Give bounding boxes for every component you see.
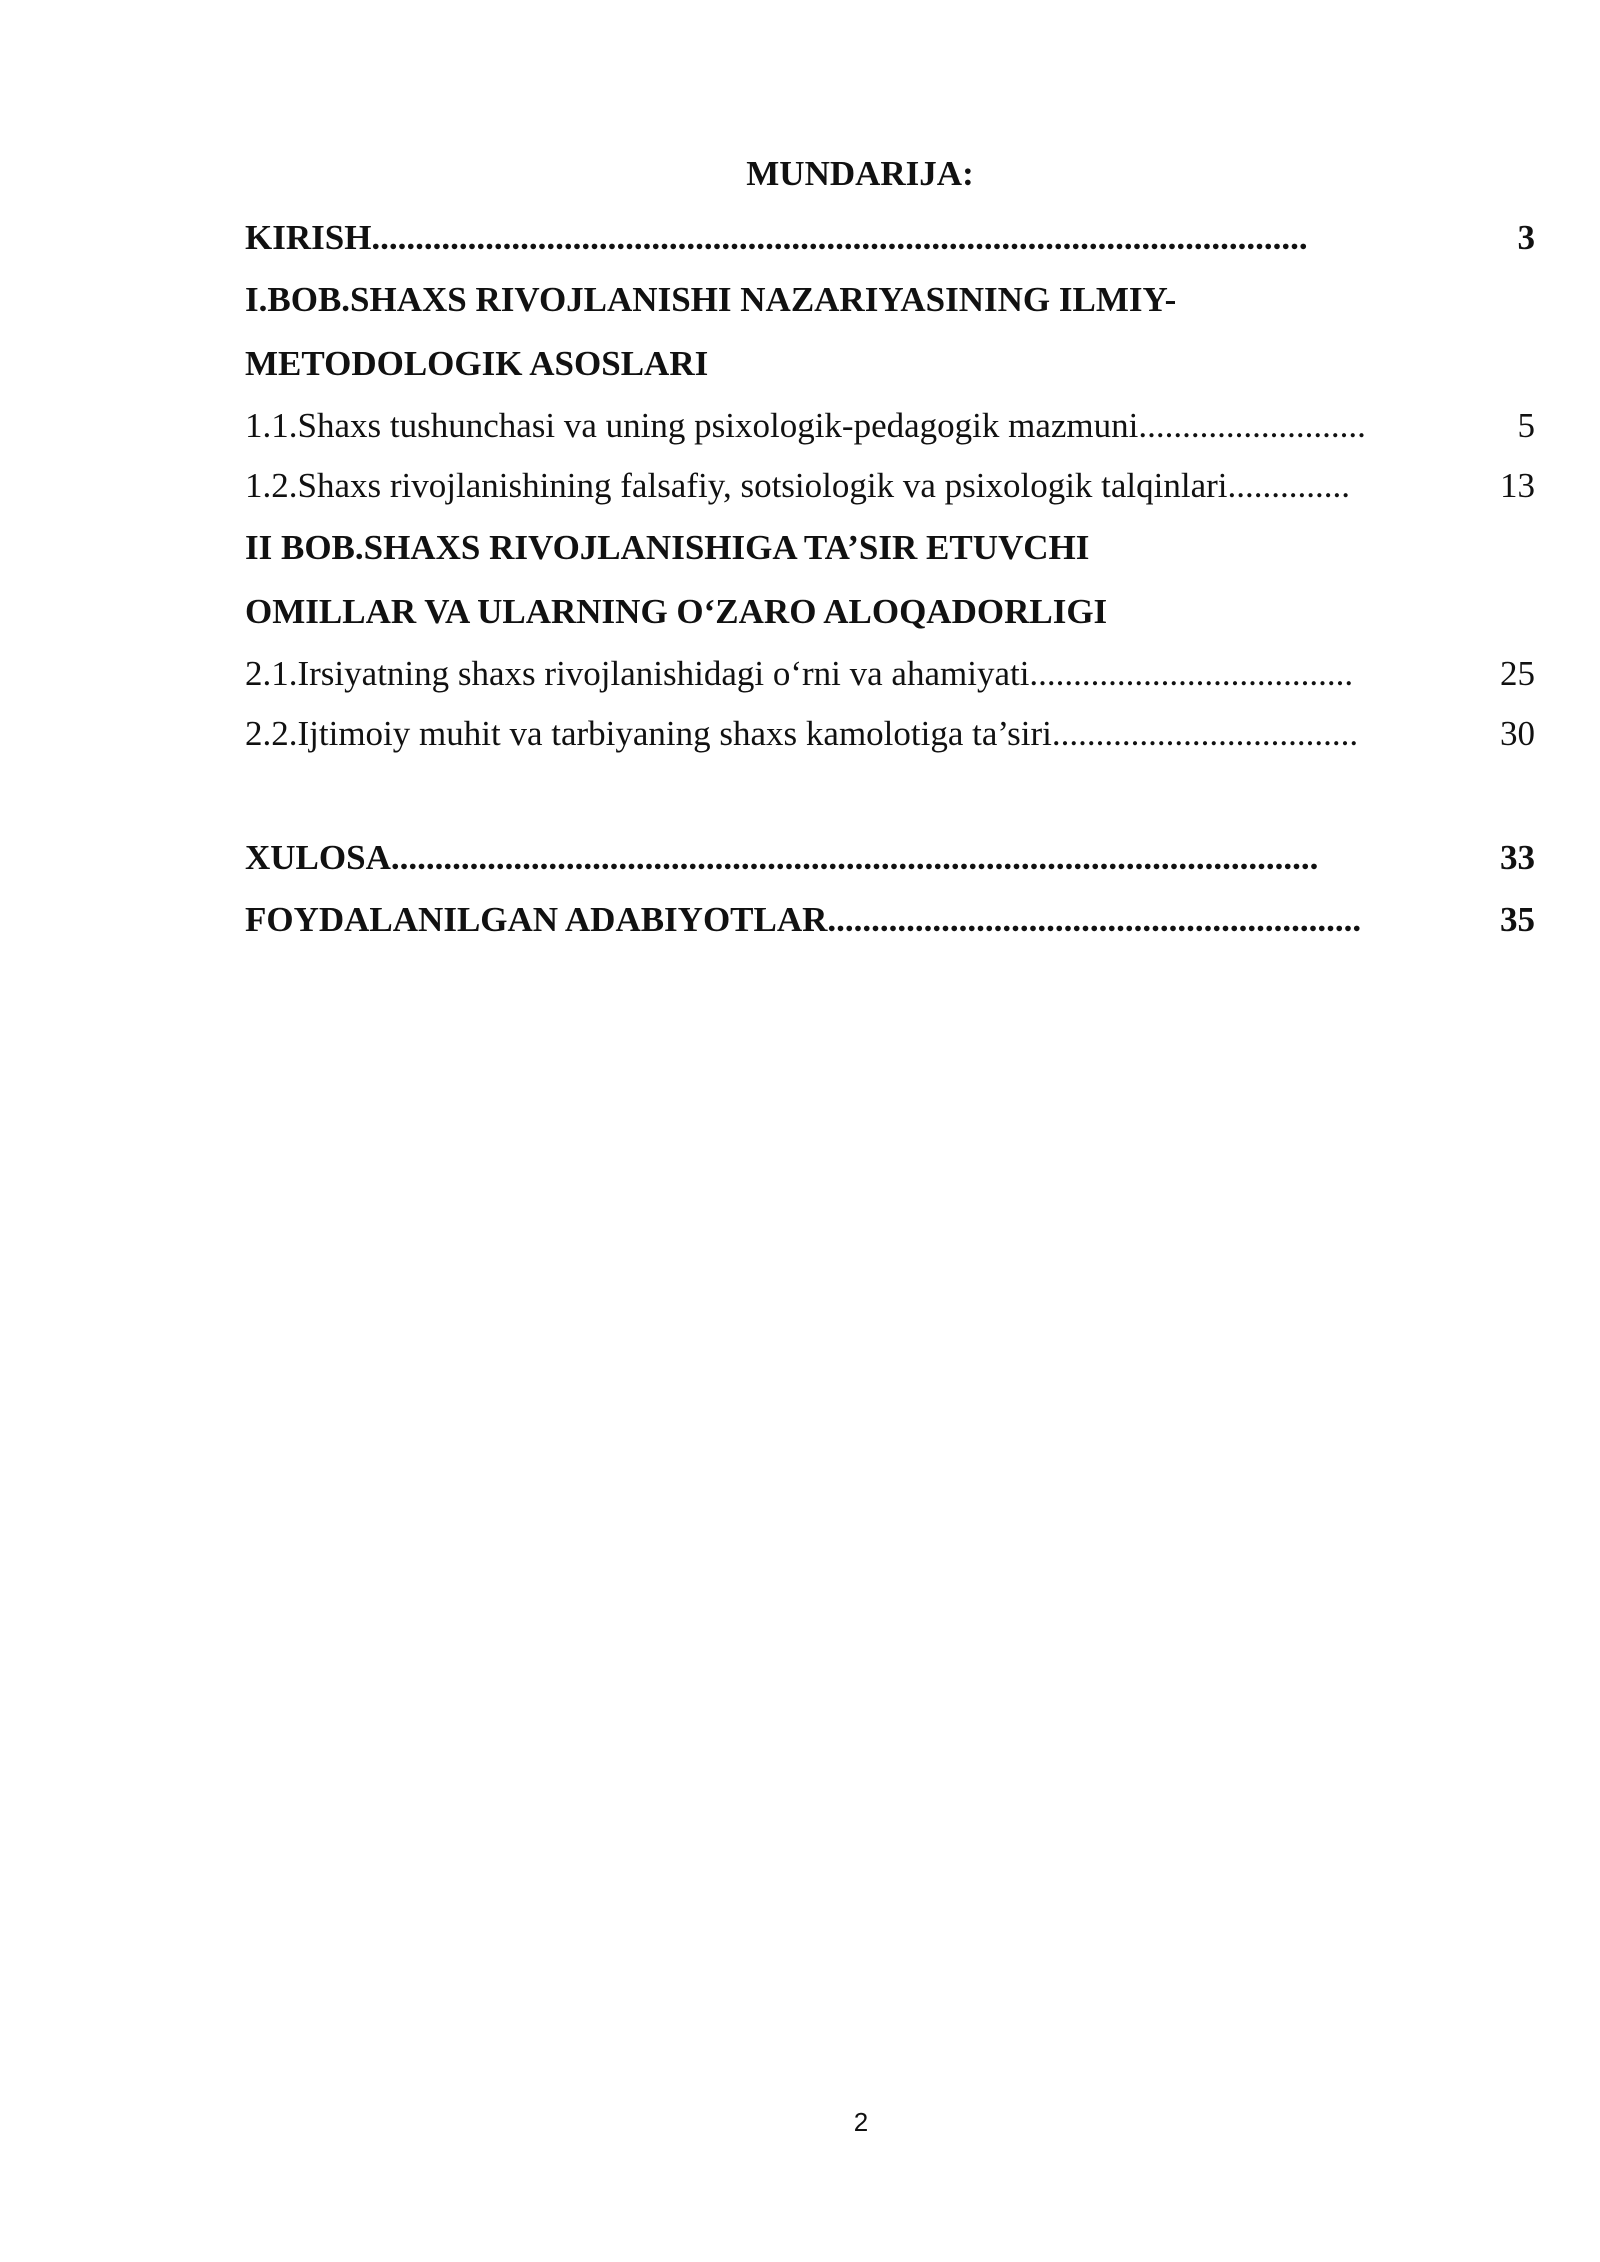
toc-entry-text: OMILLAR VA ULARNING O‘ZARO ALOQADORLIGI (245, 592, 1108, 631)
toc-entry-page: 3 (1517, 218, 1535, 257)
toc-entry-text: 1.2.Shaxs rivojlanishining falsafiy, sotsiologik va psixologik talqinlari.............. (245, 466, 1351, 505)
toc-entry-text: 2.2.Ijtimoiy muhit va tarbiyaning shaxs kamolotiga ta’siri................................... (245, 714, 1359, 753)
toc-chapter-2-heading-cont (245, 588, 1535, 636)
toc-entry-page: 33 (1500, 838, 1535, 877)
toc-section-1-2 (245, 462, 1535, 510)
toc-chapter-1-heading-cont (245, 340, 1535, 388)
toc-entry-page: 30 (1500, 714, 1535, 753)
toc-entry-page: 35 (1500, 900, 1535, 939)
toc-section-1-1 (245, 402, 1535, 450)
toc-references (245, 896, 1535, 944)
toc-entry-text: II BOB.SHAXS RIVOJLANISHIGA TA’SIR ETUVCHI (245, 528, 1090, 567)
page-number: 2 (853, 2107, 869, 2137)
toc-entry-text: KIRISH........................................................................................................... (245, 218, 1308, 257)
toc-entry-introduction (245, 214, 1535, 262)
toc-title: MUNDARIJA: (746, 154, 974, 193)
toc-entry-text: METODOLOGIK ASOSLARI (245, 344, 709, 383)
toc-chapter-1-heading (245, 276, 1535, 324)
toc-section-2-1 (245, 650, 1535, 698)
toc-conclusion (245, 834, 1535, 882)
toc-entry-page: 25 (1500, 654, 1535, 693)
toc-entry-text: FOYDALANILGAN ADABIYOTLAR............................................................. (245, 900, 1362, 939)
toc-entry-page: 5 (1517, 406, 1535, 445)
toc-entry-text: XULOSA.......................................................................................................... (245, 838, 1319, 877)
toc-entry-text: 1.1.Shaxs tushunchasi va uning psixologik-pedagogik mazmuni.......................... (245, 406, 1366, 445)
toc-section-2-2 (245, 710, 1535, 758)
toc-entry-text: 2.1.Irsiyatning shaxs rivojlanishidagi o‘rni va ahamiyati..................................... (245, 654, 1354, 693)
toc-entry-page: 13 (1500, 466, 1535, 505)
toc-chapter-2-heading (245, 524, 1535, 572)
toc-entry-text: I.BOB.SHAXS RIVOJLANISHI NAZARIYASINING ILMIY- (245, 280, 1177, 319)
